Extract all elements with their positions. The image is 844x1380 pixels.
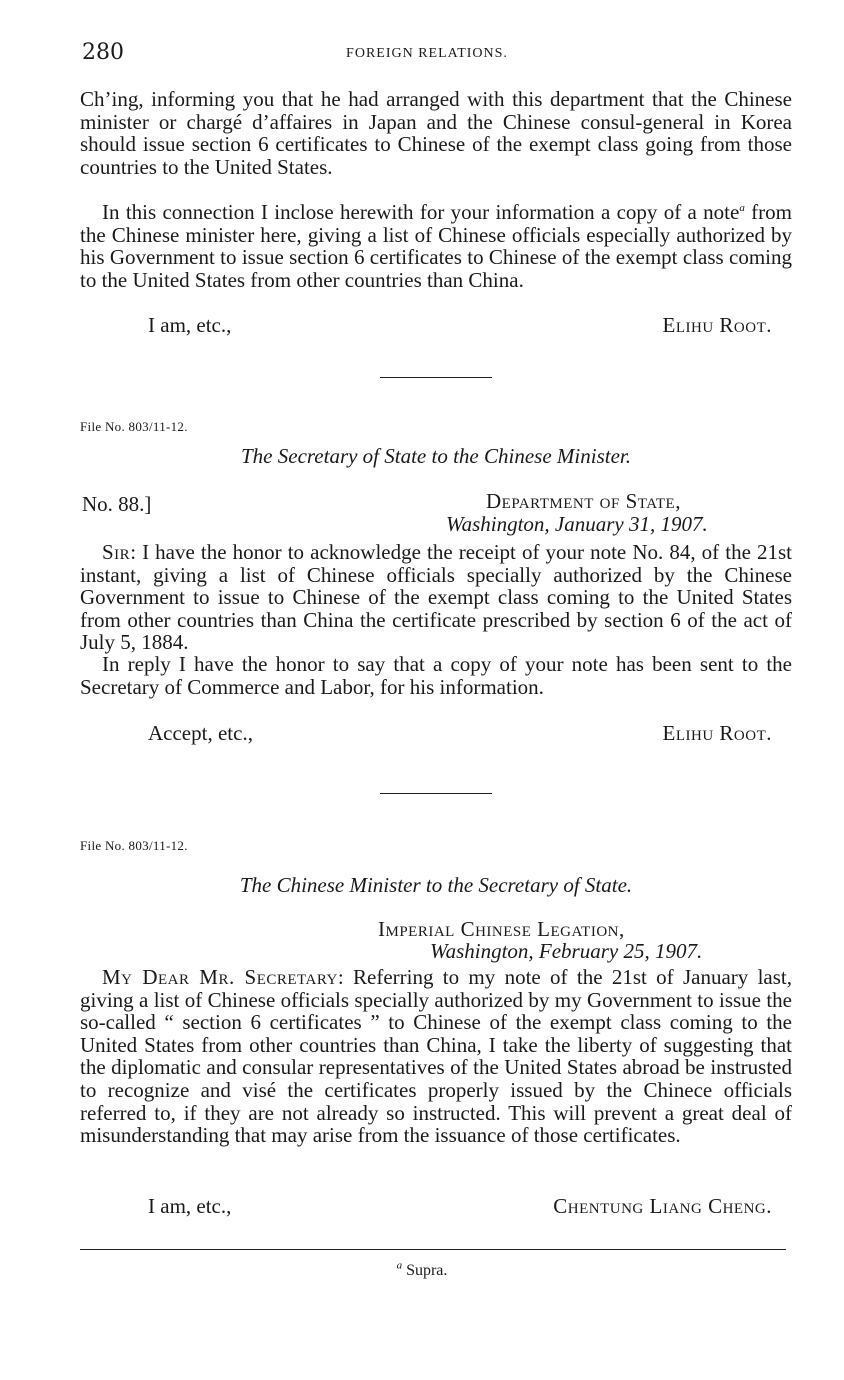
letter3-signature: Chentung Liang Cheng.	[553, 1194, 772, 1218]
letter2-place-date: Washington, January 31, 1907.	[446, 512, 708, 536]
letter1-paragraph-2-text-a: In this connection I inclose herewith for your information a copy of a note	[102, 200, 740, 224]
letter2-office: Department of State,	[486, 489, 681, 513]
running-head: FOREIGN RELATIONS.	[346, 46, 508, 61]
letter3-file-number: File No. 803/11-12.	[80, 838, 188, 853]
letter3-closing: I am, etc.,	[148, 1194, 232, 1218]
letter2-file-number: File No. 803/11-12.	[80, 419, 188, 434]
letter1-paragraph-2-text-b: from the Chinese minister here, giving a list of Chinese officials especially authorized by his Government to issue section 6 certificates to Chinese of the exempt class coming to the United States from other countries than China.	[80, 200, 792, 292]
letter1-paragraph-2	[80, 201, 792, 291]
letter2-paragraph-2: In reply I have the honor to say that a copy of your note has been sent to the Secretary of Commerce and Labor, for his information.	[80, 652, 792, 699]
letter2-title: The Secretary of State to the Chinese Minister.	[241, 444, 631, 468]
letter3-office: Imperial Chinese Legation,	[378, 917, 625, 941]
letter2-closing-line	[80, 721, 772, 745]
letter2-paragraph-1	[80, 541, 792, 654]
letter3-salutation: My Dear Mr. Secretary	[102, 965, 338, 989]
page-number: 280	[82, 40, 124, 65]
letter1-closing-line	[80, 313, 772, 337]
letter3-place-date: Washington, February 25, 1907.	[430, 939, 703, 963]
footnote-mark: a	[739, 202, 745, 214]
letter1-paragraph-1: Ch’ing, informing you that he had arranged with this department that the Chinese minister or chargé d’affaires in Japan and the Chinese consul-general in Korea should issue section 6 certificates to Chinese of the exempt class going from those countries to the United States.	[80, 87, 792, 179]
letter1-signature: Elihu Root.	[662, 313, 772, 337]
letter3-paragraph-1	[80, 966, 792, 1147]
footnote-rule	[80, 1249, 786, 1250]
letter3-closing-line	[80, 1194, 772, 1218]
letter2-paragraph-1-text: : I have the honor to acknowledge the receipt of your note No. 84, of the 21st instant, giving a list of Chinese officials specially authorized by the Chinese Government to issue to Chinese of the exempt class coming to the United States from other countries than China the certificate prescribed by section 6 of the act of July 5, 1884.	[80, 540, 792, 655]
section-divider	[380, 793, 492, 794]
section-divider	[380, 377, 492, 378]
letter2-signature: Elihu Root.	[662, 721, 772, 745]
letter2-number: No. 88.]	[82, 492, 152, 516]
letter3-paragraph-1-text: : Referring to my note of the 21st of January last, giving a list of Chinese officials specially authorized by my Government to issue the so-called “ section 6 certificates ” to Chinese of the exempt class coming to the United States from other countries than China, I take the liberty of suggesting that the diplomatic and consular representatives of the United States abroad be instrusted to recognize and visé the certificates properly issued by the Chinece officials referred to, if they are not already so instructed. This will prevent a great deal of misunderstanding that may arise from the issuance of those certificates.	[80, 965, 792, 1148]
footnote-mark: a	[396, 1259, 403, 1272]
footnote	[0, 1259, 844, 1280]
letter1-closing: I am, etc.,	[148, 313, 232, 337]
letter2-salutation: Sir	[102, 540, 131, 564]
footnote-text: Supra.	[402, 1262, 448, 1279]
page-header	[82, 40, 772, 70]
letter3-title: The Chinese Minister to the Secretary of State.	[239, 873, 633, 897]
letter2-closing: Accept, etc.,	[148, 721, 253, 745]
